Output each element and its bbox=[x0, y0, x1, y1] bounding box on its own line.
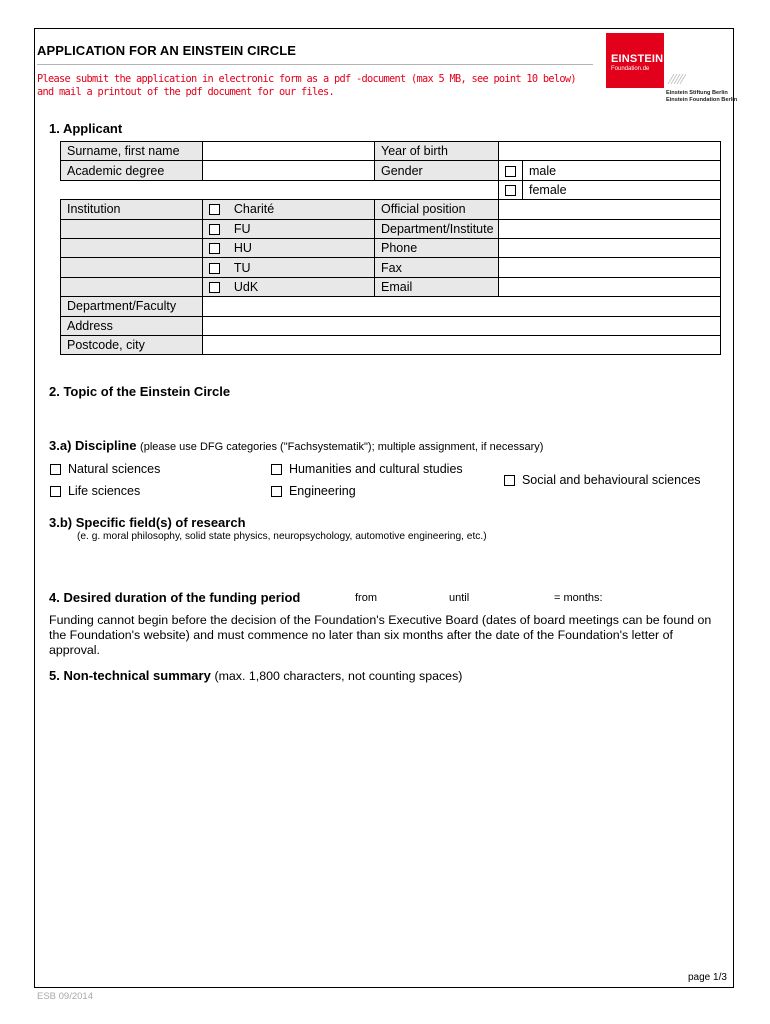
title-divider bbox=[37, 64, 593, 65]
postcode-field[interactable] bbox=[203, 335, 721, 354]
institution-label: Institution bbox=[61, 200, 203, 219]
page-number: page 1/3 bbox=[688, 972, 727, 983]
surname-label: Surname, first name bbox=[61, 142, 203, 161]
institution-udk[interactable] bbox=[203, 277, 375, 296]
udk-checkbox[interactable] bbox=[209, 282, 220, 293]
gender-female-label: female bbox=[523, 180, 721, 199]
option-humanities[interactable] bbox=[271, 462, 463, 476]
gender-female-cell bbox=[499, 180, 523, 199]
gender-male-checkbox[interactable] bbox=[505, 166, 516, 177]
academic-degree-label: Academic degree bbox=[61, 161, 203, 180]
gender-male-label: male bbox=[523, 161, 721, 180]
duration-from-label: from bbox=[355, 592, 377, 604]
engineering-label: Engineering bbox=[288, 484, 356, 498]
spacer-cell bbox=[61, 180, 499, 199]
logo-sub-text: Foundation.de bbox=[611, 66, 650, 72]
social-behavioural-label: Social and behavioural sciences bbox=[521, 473, 701, 487]
charite-label: Charité bbox=[233, 202, 275, 217]
section-3b-heading: 3.b) Specific field(s) of research bbox=[49, 515, 246, 530]
section-5-note: (max. 1,800 characters, not counting spaces) bbox=[214, 669, 463, 683]
institution-tu[interactable] bbox=[203, 258, 375, 277]
option-engineering[interactable] bbox=[271, 484, 356, 498]
official-position-field[interactable] bbox=[499, 200, 721, 219]
natural-sciences-label: Natural sciences bbox=[67, 462, 161, 476]
section-5-heading bbox=[49, 668, 462, 683]
institution-blank-1 bbox=[61, 219, 203, 238]
surname-field[interactable] bbox=[203, 142, 375, 161]
social-behavioural-checkbox[interactable] bbox=[504, 475, 515, 486]
duration-months-label: = months: bbox=[554, 592, 603, 604]
fu-checkbox[interactable] bbox=[209, 224, 220, 235]
institution-charite[interactable] bbox=[203, 200, 375, 219]
fax-field[interactable] bbox=[499, 258, 721, 277]
section-3a-heading bbox=[49, 438, 543, 453]
year-of-birth-field[interactable] bbox=[499, 142, 721, 161]
department-faculty-field[interactable] bbox=[203, 297, 721, 316]
phone-label: Phone bbox=[375, 238, 499, 257]
section-4-heading: 4. Desired duration of the funding period bbox=[49, 590, 301, 605]
email-label: Email bbox=[375, 277, 499, 296]
hu-checkbox[interactable] bbox=[209, 243, 220, 254]
section-1-heading: 1. Applicant bbox=[49, 121, 123, 136]
engineering-checkbox[interactable] bbox=[271, 486, 282, 497]
humanities-label: Humanities and cultural studies bbox=[288, 462, 463, 476]
life-sciences-checkbox[interactable] bbox=[50, 486, 61, 497]
intro-text bbox=[37, 73, 597, 99]
tu-label: TU bbox=[233, 260, 251, 275]
gender-female-checkbox[interactable] bbox=[505, 185, 516, 196]
intro-line-1: Please submit the application in electronic form as a pdf -document (max 5 MB, see point 10 below) bbox=[37, 73, 576, 85]
postcode-label: Postcode, city bbox=[61, 335, 203, 354]
einstein-logo bbox=[606, 33, 664, 88]
natural-sciences-checkbox[interactable] bbox=[50, 464, 61, 475]
gender-male-cell bbox=[499, 161, 523, 180]
logo-text-en: Einstein Foundation Berlin bbox=[666, 97, 738, 103]
institution-blank-3 bbox=[61, 258, 203, 277]
section-5-title: 5. Non-technical summary bbox=[49, 668, 211, 683]
logo-text-de: Einstein Stiftung Berlin bbox=[666, 90, 728, 96]
charite-checkbox[interactable] bbox=[209, 204, 220, 215]
year-of-birth-label: Year of birth bbox=[375, 142, 499, 161]
tu-checkbox[interactable] bbox=[209, 263, 220, 274]
logo-main-text: EINSTEIN bbox=[611, 53, 664, 65]
address-label: Address bbox=[61, 316, 203, 335]
form-title: APPLICATION FOR AN EINSTEIN CIRCLE bbox=[37, 43, 297, 58]
academic-degree-field[interactable] bbox=[203, 161, 375, 180]
department-institute-label: Department/Institute bbox=[375, 219, 499, 238]
logo-hatch-icon bbox=[666, 74, 686, 84]
funding-paragraph: Funding cannot begin before the decision of the Foundation's Executive Board (dates of board meetings can be found on the Foundation's website) and must commence no later than six months after the date of the Foundation's letter of approval. bbox=[49, 613, 712, 657]
summary-field[interactable] bbox=[49, 690, 721, 960]
section-3a-title: 3.a) Discipline bbox=[49, 438, 137, 453]
logo-foundation-text bbox=[666, 90, 737, 104]
section-3a-note: (please use DFG categories ("Fachsystematik"); multiple assignment, if necessary) bbox=[140, 441, 544, 453]
applicant-table bbox=[60, 141, 721, 355]
department-faculty-label: Department/Faculty bbox=[61, 297, 203, 316]
official-position-label: Official position bbox=[375, 200, 499, 219]
option-social-behavioural[interactable] bbox=[504, 473, 701, 487]
humanities-checkbox[interactable] bbox=[271, 464, 282, 475]
address-field[interactable] bbox=[203, 316, 721, 335]
department-institute-field[interactable] bbox=[499, 219, 721, 238]
institution-fu[interactable] bbox=[203, 219, 375, 238]
section-2-heading: 2. Topic of the Einstein Circle bbox=[49, 384, 231, 399]
section-3b-note: (e. g. moral philosophy, solid state physics, neuropsychology, automotive engineering, etc.) bbox=[77, 531, 487, 542]
option-natural-sciences[interactable] bbox=[50, 462, 160, 476]
gender-label: Gender bbox=[375, 161, 499, 180]
phone-field[interactable] bbox=[499, 238, 721, 257]
option-life-sciences[interactable] bbox=[50, 484, 140, 498]
hu-label: HU bbox=[233, 241, 252, 256]
udk-label: UdK bbox=[233, 279, 259, 294]
form-code: ESB 09/2014 bbox=[37, 991, 93, 1002]
intro-line-2: and mail a printout of the pdf document for our files. bbox=[37, 86, 334, 98]
institution-hu[interactable] bbox=[203, 238, 375, 257]
fax-label: Fax bbox=[375, 258, 499, 277]
duration-until-label: until bbox=[449, 592, 470, 604]
institution-blank-4 bbox=[61, 277, 203, 296]
institution-blank-2 bbox=[61, 238, 203, 257]
life-sciences-label: Life sciences bbox=[67, 484, 141, 498]
fu-label: FU bbox=[233, 221, 251, 236]
email-field[interactable] bbox=[499, 277, 721, 296]
